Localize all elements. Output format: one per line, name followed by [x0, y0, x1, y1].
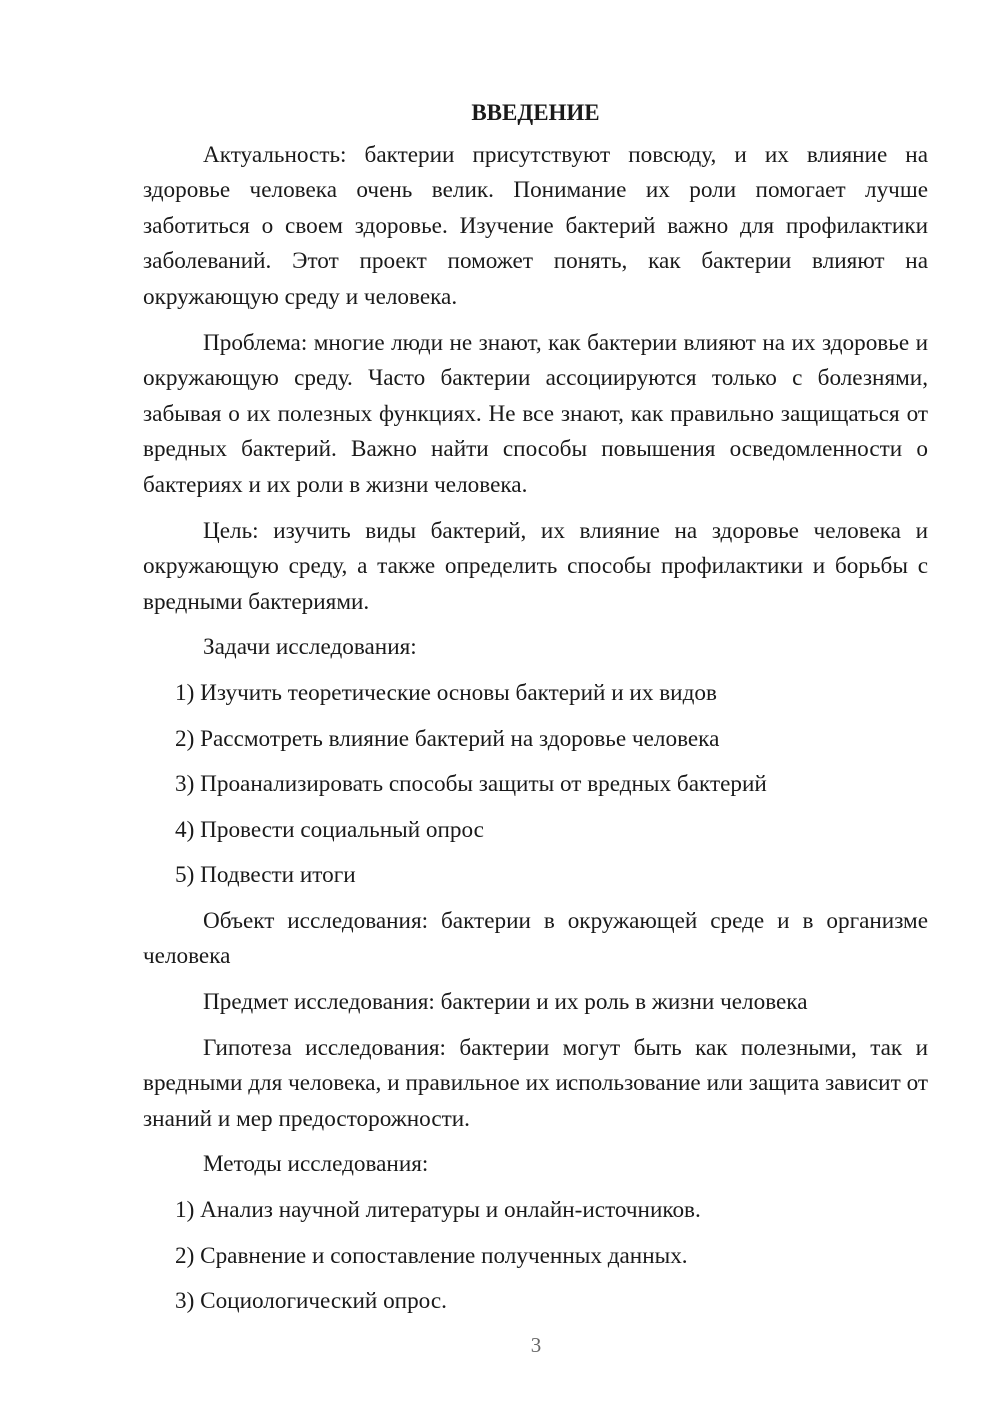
subject-paragraph: Предмет исследования: бактерии и их роль в жизни человека — [203, 989, 808, 1016]
page-content — [143, 95, 928, 1330]
task-item: 3) Проанализировать способы защиты от вредных бактерий — [175, 771, 767, 798]
method-item: 3) Социологический опрос. — [175, 1288, 447, 1315]
hypothesis-paragraph: Гипотеза исследования: бактерии могут быть как полезными, так и вредными для человека, и правильное их использование или защита зависит от знаний и мер предосторожности. — [143, 1034, 928, 1132]
task-item: 2) Рассмотреть влияние бактерий на здоровье человека — [175, 725, 720, 752]
task-item: 4) Провести социальный опрос — [175, 816, 484, 843]
task-item: 1) Изучить теоретические основы бактерий и их видов — [175, 679, 717, 706]
problem-paragraph: Проблема: многие люди не знают, как бактерии влияют на их здоровье и окружающую среду. Часто бактерии ассоциируются только с болезнями, забывая о их полезных функциях. Не все знают, как правильно защищаться от вредных бактерий. Важно найти способы повышения осведомленности о бактериях и их роли в жизни человека. — [143, 329, 928, 498]
tasks-heading: Задачи исследования: — [203, 634, 417, 661]
tasks-list — [143, 676, 928, 894]
method-item: 1) Анализ научной литературы и онлайн-источников. — [175, 1197, 701, 1224]
object-paragraph: Объект исследования: бактерии в окружающей среде и в организме человека — [143, 907, 928, 970]
page-number: 3 — [530, 1333, 542, 1357]
methods-list — [143, 1193, 928, 1320]
task-item: 5) Подвести итоги — [175, 862, 356, 889]
section-title: ВВЕДЕНИЕ — [471, 100, 600, 125]
methods-heading: Методы исследования: — [203, 1151, 429, 1178]
goal-paragraph: Цель: изучить виды бактерий, их влияние на здоровье человека и окружающую среду, а также определить способы профилактики и борьбы с вредными бактериями. — [143, 517, 928, 615]
method-item: 2) Сравнение и сопоставление полученных данных. — [175, 1242, 688, 1269]
relevance-paragraph: Актуальность: бактерии присутствуют повсюду, и их влияние на здоровье человека очень велик. Понимание их роли помогает лучше заботиться о своем здоровье. Изучение бактерий важно для профилактики заболеваний. Этот проект поможет понять, как бактерии влияют на окружающую среду и человека. — [143, 141, 928, 310]
